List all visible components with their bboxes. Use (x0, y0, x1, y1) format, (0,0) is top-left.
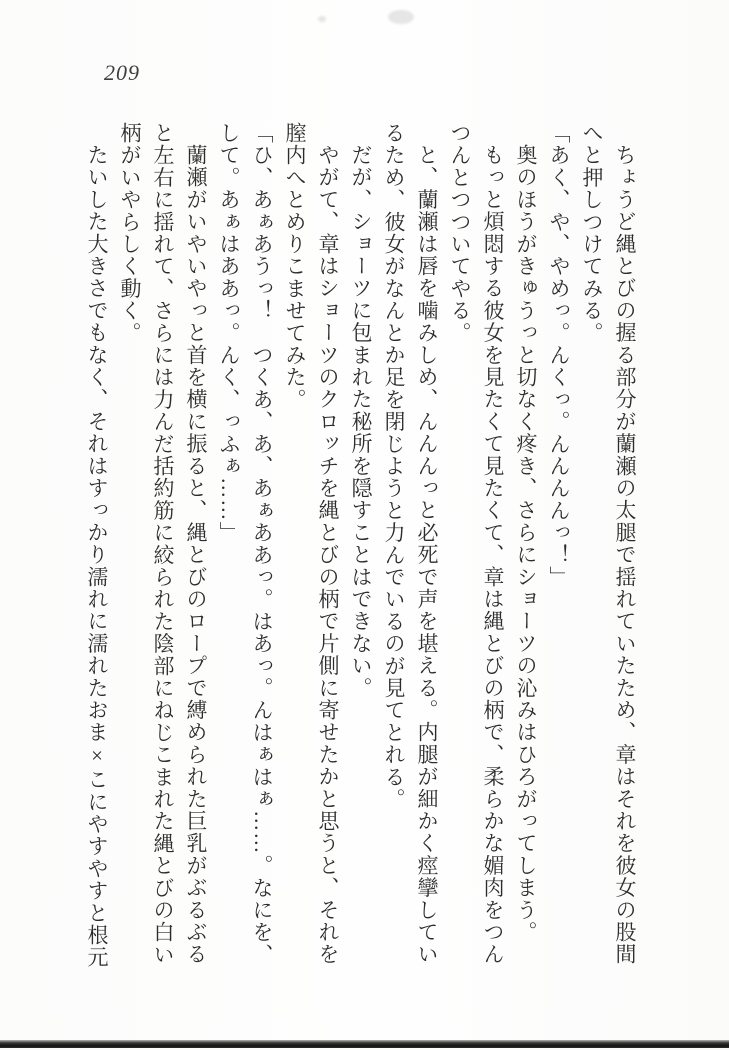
page-number: 209 (104, 60, 140, 85)
text-column: るため、彼女がなんとか足を閉じようと力んでいるのが見てとれる。 (382, 122, 406, 811)
text-column: つんとつついてやる。 (448, 122, 472, 344)
text-column: して。あぁはああっ。んく、っふぁ……」 (217, 122, 241, 544)
scan-artifact (318, 16, 326, 22)
page-edge-shadow (0, 1040, 729, 1048)
text-column: たいした大きさでもなく、それはすっかり濡れに濡れたおま×こにやすやすと根元 (85, 144, 109, 969)
text-column: 膣内へとめりこませてみた。 (283, 122, 307, 411)
text-column: 柄がいやらしく動く。 (118, 122, 142, 344)
text-column: と、蘭瀬は唇を噛みしめ、んんんっと必死で声を堪える。内腿が細かく痙攣してい (415, 144, 439, 966)
text-column: 「あく、や、やめっ。んくっ。んんんんっ！」 (547, 122, 571, 589)
text-column: 蘭瀬がいやいやっと首を横に振ると、縄とびのロープで縛められた巨乳がぶるぶる (184, 144, 208, 966)
text-column: やがて、章はショーツのクロッチを縄とびの柄で片側に寄せたかと思うと、それを (316, 144, 340, 966)
text-column: ちょうど縄とびの握る部分が蘭瀬の太腿で揺れていたため、章はそれを彼女の股間 (613, 144, 637, 966)
text-column: だが、ショーツに包まれた秘所を隠すことはできない。 (349, 144, 373, 699)
text-column: 「ひ、あぁあうっ！ つくあ、あ、あぁああっ。はあっ。んはぁはぁ……。なにを、 (250, 122, 274, 966)
text-column: 奥のほうがきゅうっと切なく疼き、さらにショーツの沁みはひろがってしまう。 (514, 144, 538, 944)
scan-artifact (388, 10, 414, 24)
text-column: もっと煩悶する彼女を見たくて見たくて、章は縄とびの柄で、柔らかな媚肉をつん (481, 144, 505, 966)
text-column: と左右に揺れて、さらには力んだ括約筋に絞られた陰部にねじこまれた縄とびの白い (151, 122, 175, 966)
text-column: へと押しつけてみる。 (580, 122, 604, 344)
